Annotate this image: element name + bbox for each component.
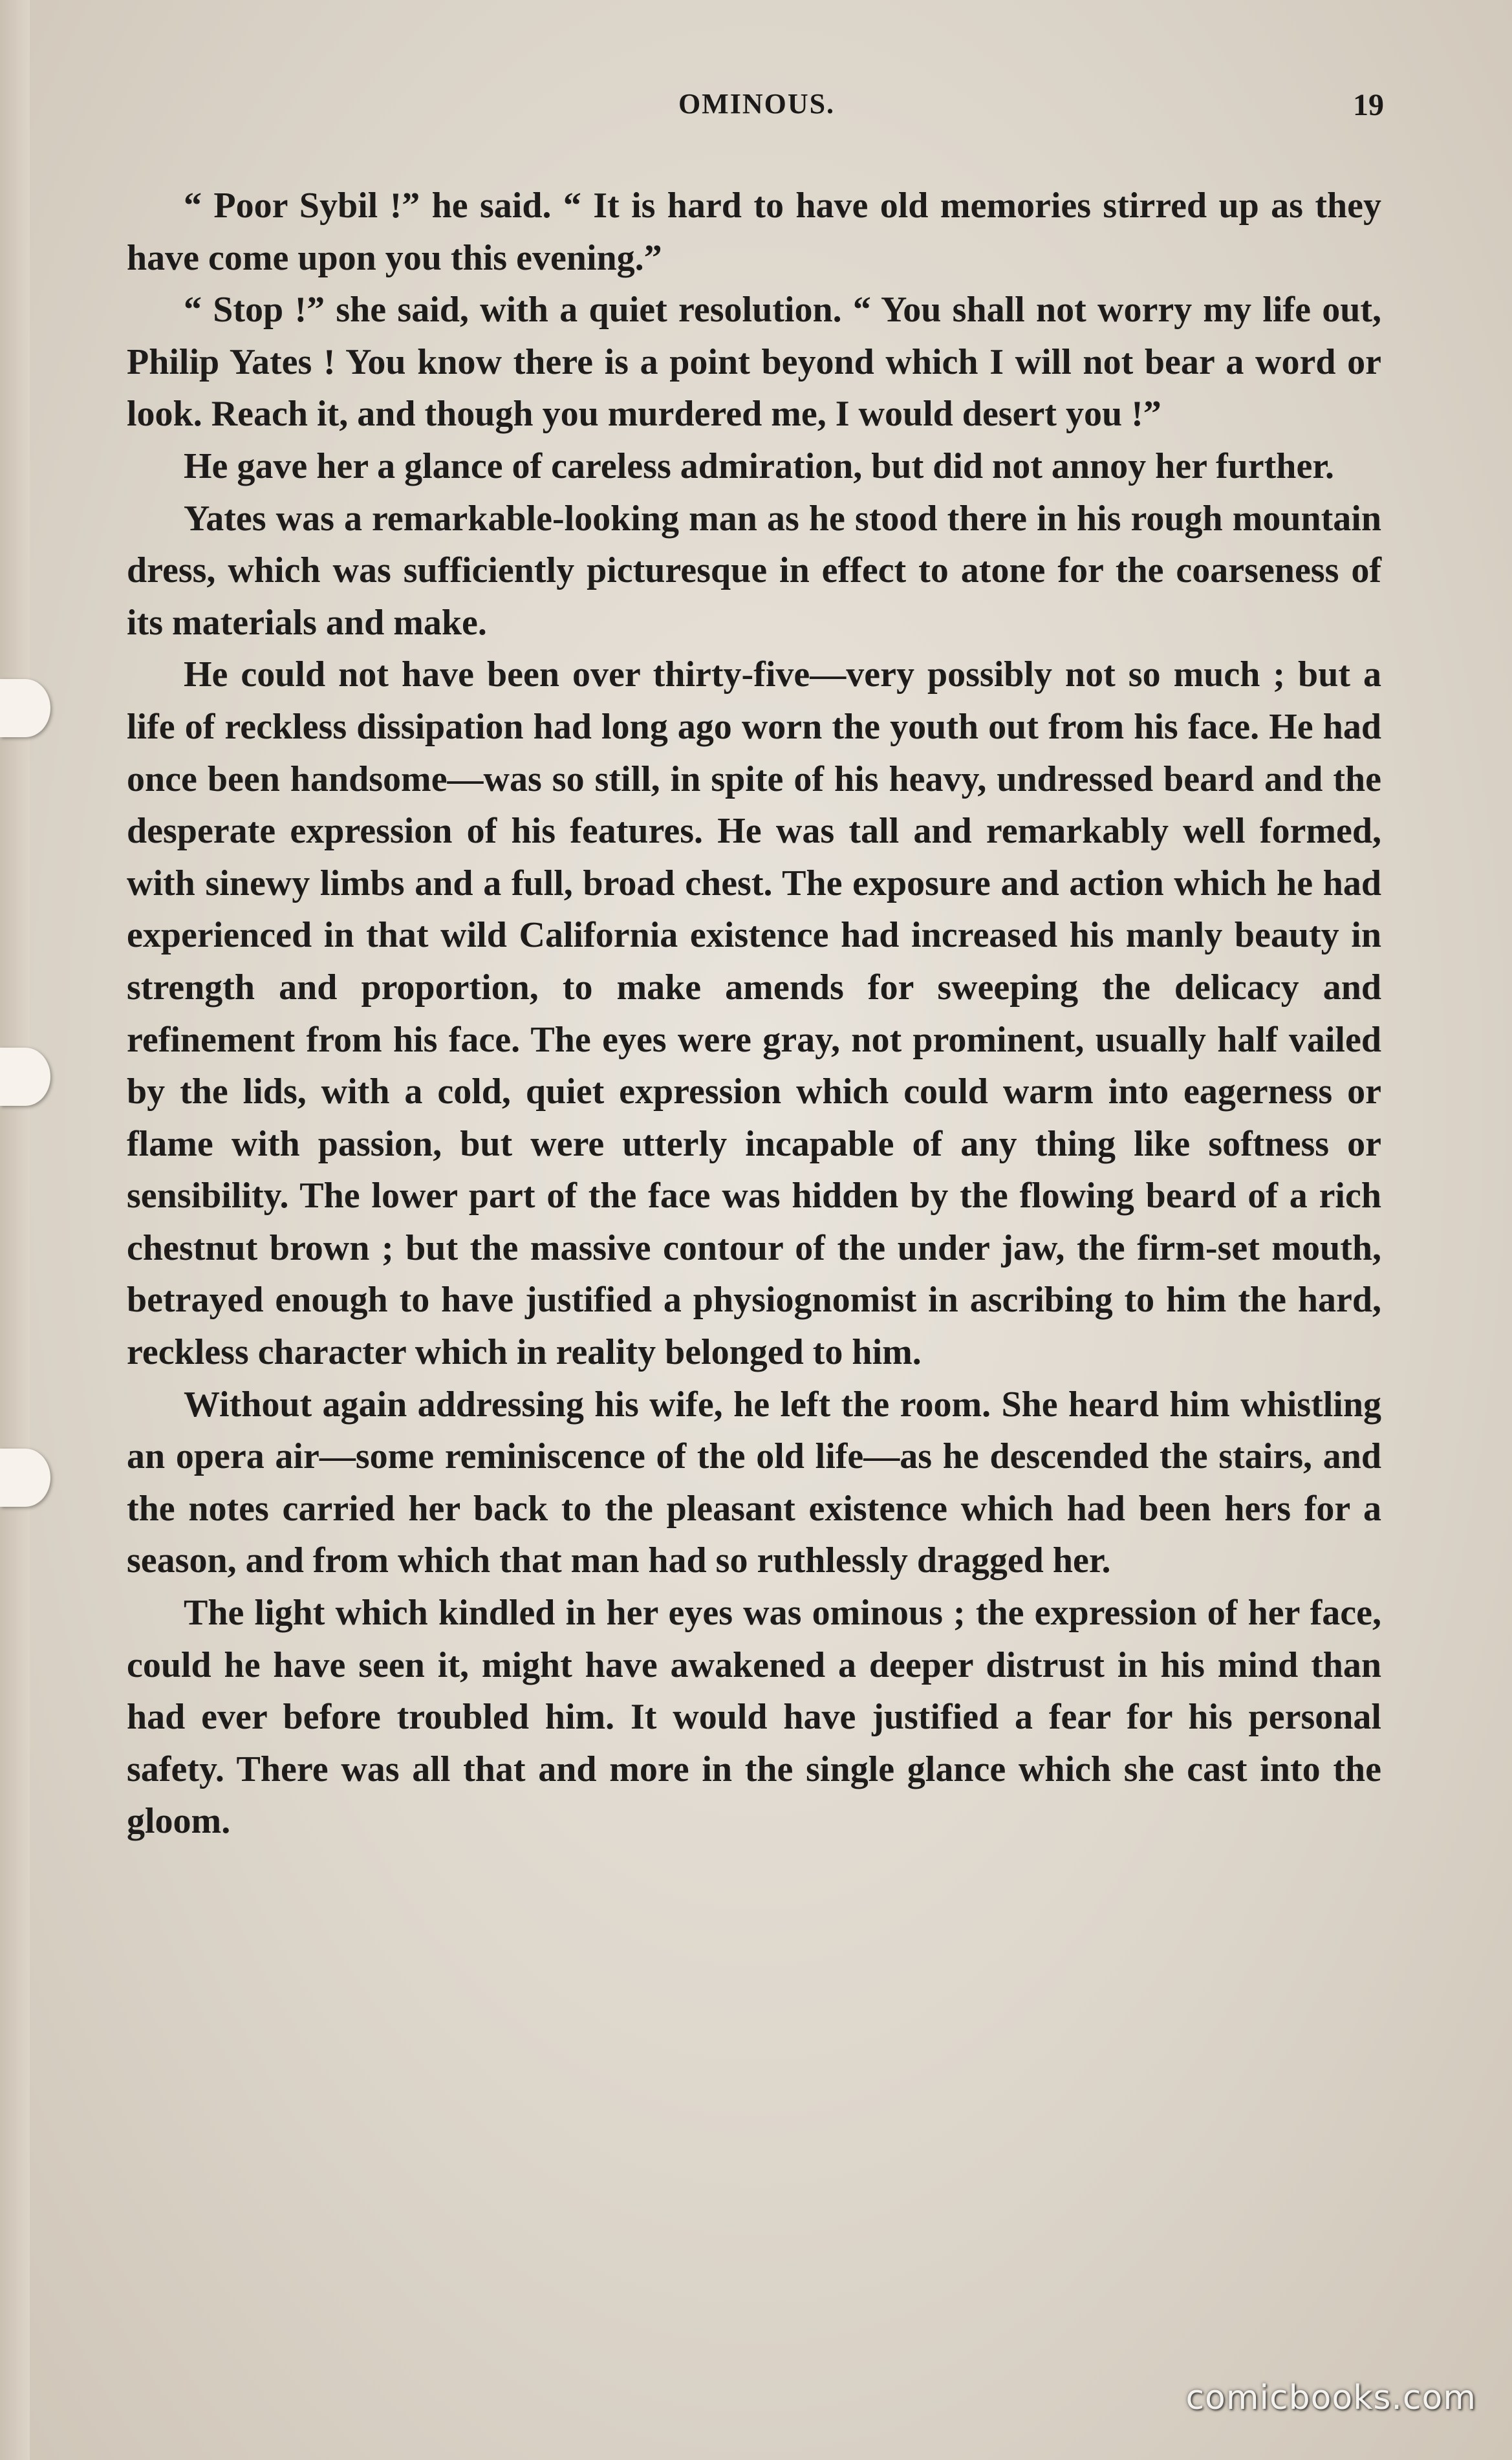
paragraph: Yates was a remarkable-looking man as he stood there in his rough mountain dress, which was sufficiently picturesque in effect to atone for the coarseness of its materials and make.: [127, 498, 1381, 643]
paragraph: Without again addressing his wife, he left the room. She heard him whistling an opera air—some reminiscence of the old life—as he descended the stairs, and the notes carried her back to the pleasant existence which had been hers for a season, and from which that man had so ruthlessly dragged her.: [127, 1384, 1381, 1581]
paragraph: The light which kindled in her eyes was ominous ; the expression of her face, could he have seen it, might have awakened a deeper distrust in his mind than had ever before troubled him. It would have justified a fear for his personal safety. There was all that and more in the single glance which she cast into the gloom.: [127, 1593, 1381, 1842]
binding-stitch-hole: [0, 1449, 50, 1507]
body-text: [127, 180, 1381, 1848]
watermark: comicbooks.com: [1185, 2379, 1476, 2417]
binding-stitch-hole: [0, 1048, 50, 1106]
paragraph: He gave her a glance of careless admiration, but did not annoy her further.: [184, 446, 1335, 486]
paragraph: He could not have been over thirty-five—very possibly not so much ; but a life of reckless dissipation had long ago worn the youth out from his face. He had once been handsome—was so still, in spite of his heavy, undressed beard and the desperate expression of his features. He was tall and remarkably well formed, with sinewy limbs and a full, broad chest. The exposure and action which he had experienced in that wild California existence had increased his manly beauty in strength and proportion, to make amends for sweeping the delicacy and refinement from his face. The eyes were gray, not prominent, usually half vailed by the lids, with a cold, quiet expression which could warm into eagerness or flame with passion, but were utterly incapable of any thing like softness or sensibility. The lower part of the face was hidden by the flowing beard of a rich chestnut brown ; but the massive contour of the under jaw, the firm-set mouth, betrayed enough to have justified a physiognomist in ascribing to him the hard, reckless character which in reality belonged to him.: [127, 654, 1381, 1373]
paragraph: “ Stop !” she said, with a quiet resolution. “ You shall not worry my life out, Philip Yates ! You know there is a point beyond which I will not bear a word or look. Reach it, and though you murdered me, I would desert you !”: [127, 290, 1381, 435]
paragraph: “ Poor Sybil !” he said. “ It is hard to have old memories stirred up as they have come upon you this evening.”: [127, 186, 1381, 278]
page-header: [129, 87, 1384, 133]
page-binding-edge: [0, 0, 30, 2460]
page-number: 19: [1353, 88, 1384, 122]
running-head: OMINOUS.: [678, 88, 836, 120]
binding-stitch-hole: [0, 679, 50, 737]
